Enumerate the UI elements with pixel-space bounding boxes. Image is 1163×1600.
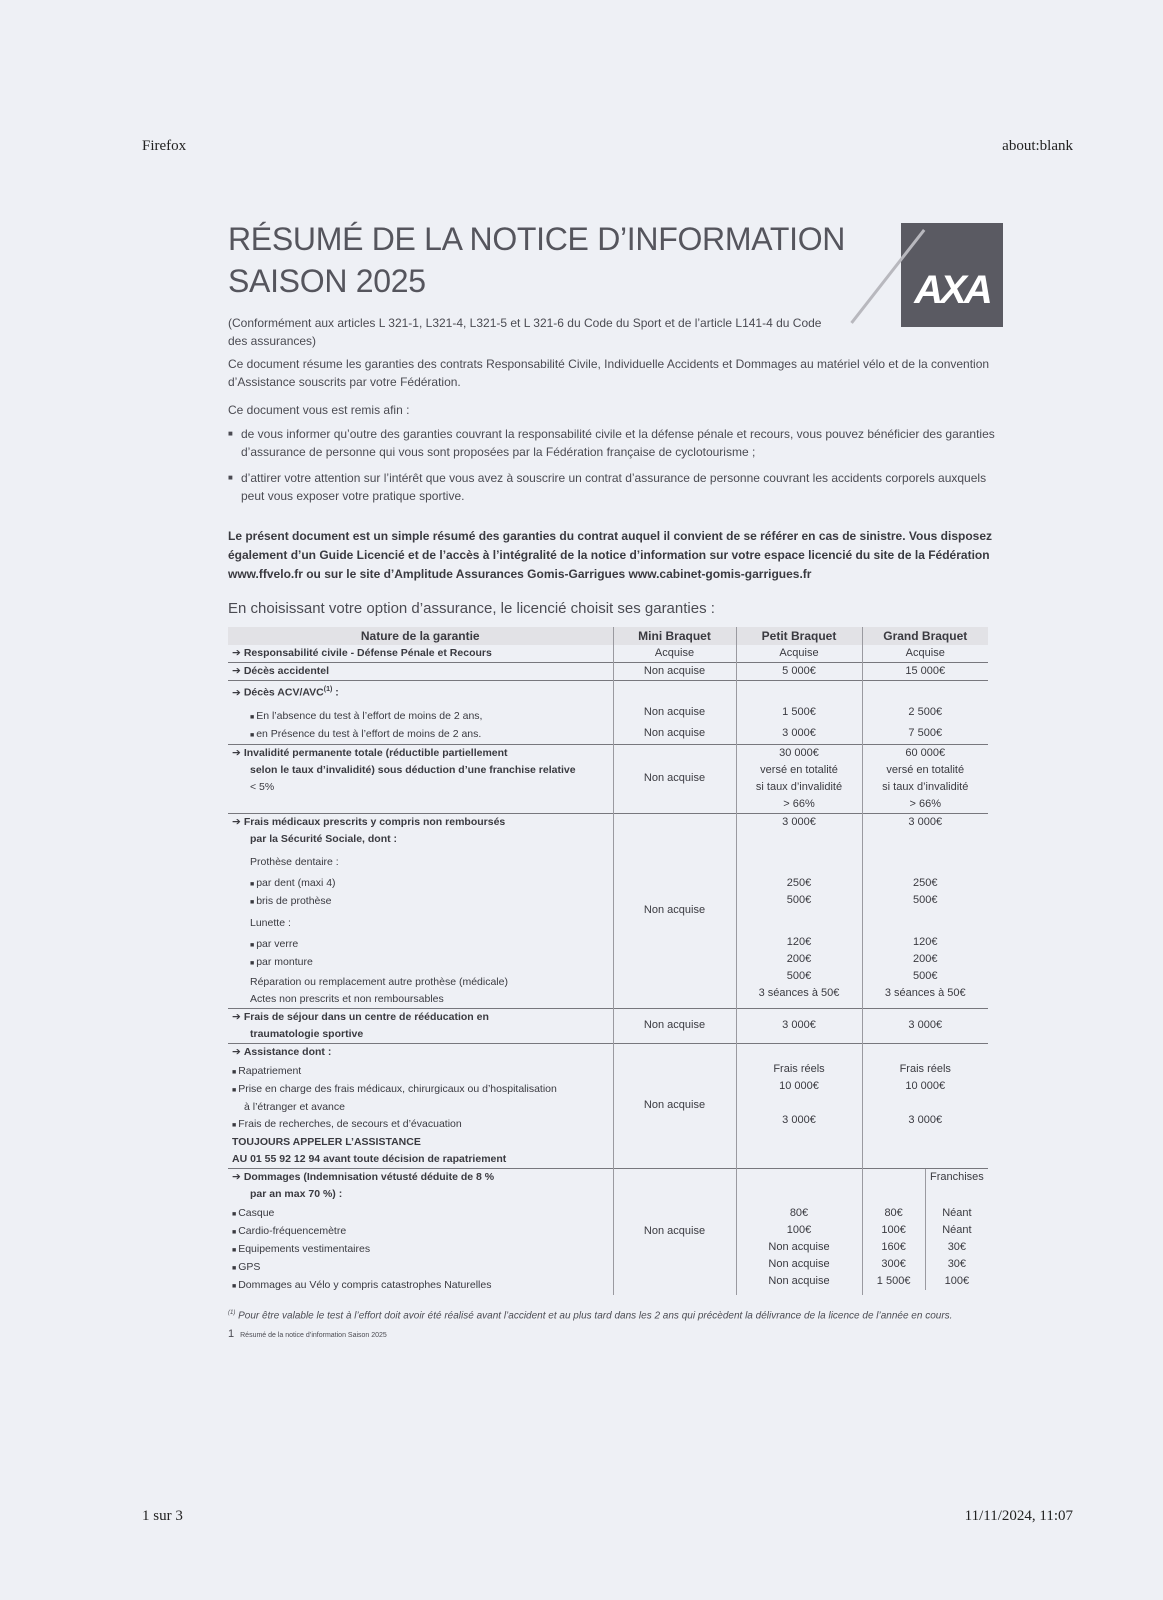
choose-heading: En choisissant votre option d’assurance, le licencié choisit ses garanties :	[228, 600, 715, 617]
deces-mini: Non acquise	[613, 663, 736, 681]
axa-logo	[901, 223, 1003, 327]
legal-reference: (Conformément aux articles L 321-1, L321-4, L321-5 et L 321-6 du Code du Sport et de l’article L141-4 du Code des assurances)	[228, 316, 822, 348]
dommages-label: ➔ Dommages (Indemnisation vétusté déduite de 8 % par an max 70 %) : ■ Casque ■ Cardio-fréquencemètre ■ Equipements vestimentaires ■ GPS ■ Dommages au Vélo y compris catastrophes Naturelles	[228, 1168, 613, 1295]
arrow-icon: ➔	[232, 686, 241, 699]
assistance-mini: Non acquise	[613, 1043, 736, 1168]
title-line-1: RÉSUMÉ DE LA NOTICE D’INFORMATION	[228, 221, 846, 257]
row-deces	[228, 663, 988, 681]
frais-petit: 3 000€ 250€ 500€ 120€ 200€ 500€ 3 séances à 50€	[736, 813, 862, 1008]
document-page	[228, 218, 1003, 1340]
print-header-app: Firefox	[142, 138, 187, 154]
print-footer-pages: 1 sur 3	[142, 1508, 183, 1524]
arrow-icon: ➔	[232, 815, 241, 828]
sejour-petit: 3 000€	[736, 1008, 862, 1043]
row-avc	[228, 681, 988, 745]
sejour-label: ➔ Frais de séjour dans un centre de rééducation en traumatologie sportive	[228, 1008, 613, 1043]
rc-petit: Acquise	[736, 645, 862, 663]
header-grand: Grand Braquet	[862, 627, 988, 645]
rc-grand: Acquise	[862, 645, 988, 663]
dommages-petit: 80€ 100€ Non acquise Non acquise Non acquise	[736, 1168, 862, 1295]
document-title	[228, 218, 878, 302]
avc-petit: 1 500€ 3 000€	[736, 681, 862, 745]
arrow-icon: ➔	[232, 1170, 241, 1183]
header-petit: Petit Braquet	[736, 627, 862, 645]
notice-text: Le présent document est un simple résumé des garanties du contrat auquel il convient de se référer en cas de sinistre. Vous disposez également d’un Guide Licencié et de l’accès à l’intégralité de la notice d’information sur votre espace licencié du site de la Fédération www.ffvelo.fr ou sur le site d’Amplitude Assurances Gomis-Garrigues www.cabinet-gomis-garrigues.fr	[228, 529, 993, 581]
sejour-grand: 3 000€	[862, 1008, 988, 1043]
deces-petit: 5 000€	[736, 663, 862, 681]
row-invalidite	[228, 744, 988, 813]
arrow-icon: ➔	[232, 647, 241, 659]
frais-mini: Non acquise	[613, 813, 736, 1008]
row-assistance	[228, 1043, 988, 1168]
row-rc	[228, 645, 988, 663]
print-header-url: about:blank	[1002, 138, 1073, 154]
title-line-2: SAISON 2025	[228, 263, 426, 299]
purpose-bullet-2: ■ d’attirer votre attention sur l’intérêt que vous avez à souscrire un contrat d’assurance de personne couvrant les accidents corporels auxquels peut vous exposer votre pratique sportive.	[228, 469, 1003, 505]
rc-label: ➔ Responsabilité civile - Défense Pénale et Recours	[232, 647, 492, 659]
header-mini: Mini Braquet	[613, 627, 736, 645]
assistance-label: ➔ Assistance dont : ■ Rapatriement ■ Prise en charge des frais médicaux, chirurgicaux ou d’hospitalisation à l’étranger et avance ■ Frais de recherches, de secours et d’évacuation TOUJOURS APPELER L’ASSISTANCE AU 01 55 92 12 94 avant toute décision de rapatriement	[228, 1043, 613, 1168]
avc-mini: Non acquise Non acquise	[613, 681, 736, 745]
invalidite-petit: 30 000€ versé en totalité si taux d’invalidité > 66%	[736, 744, 862, 813]
avc-label: ➔ Décès ACV/AVC$^{(1)}$ : ■ En l’absence du test à l’effort de moins de 2 ans, ■ en Présence du test à l’effort de moins de 2 ans.	[228, 681, 613, 745]
assistance-phone: AU 01 55 92 12 94 avant toute décision de rapatriement	[232, 1152, 507, 1165]
assistance-grand: Frais réels 10 000€ 3 000€	[862, 1043, 988, 1168]
arrow-icon: ➔	[232, 1045, 241, 1058]
purpose-bullet-1: ■ de vous informer qu’outre des garanties couvrant la responsabilité civile et la défense pénale et recours, vous pouvez bénéficier des garanties d’assurance de personne qui vous sont proposées par la Fédération française de cyclotourisme ;	[228, 425, 1003, 461]
page-number: 1 Résumé de la notice d’information Saison 2025	[228, 1327, 387, 1340]
dommages-mini: Non acquise	[613, 1168, 736, 1295]
invalidite-mini: Non acquise	[613, 744, 736, 813]
assistance-petit: Frais réels 10 000€ 3 000€	[736, 1043, 862, 1168]
footnote: $^{(1)}$ Pour être valable le test à l’effort doit avoir été réalisé avant l’accident et au plus tard dans les 2 ans qui précèdent la délivrance de la licence de l’année en cours.	[228, 1309, 953, 1321]
purpose-list	[228, 425, 1003, 505]
invalidite-label: ➔ Invalidité permanente totale (réductible partiellement selon le taux d’invalidité) sous déduction d’une franchise relative < 5%	[228, 744, 613, 813]
franchises-header: Franchises	[929, 1170, 984, 1183]
table-header-row	[228, 627, 988, 645]
sejour-mini: Non acquise	[613, 1008, 736, 1043]
assistance-callout: TOUJOURS APPELER L’ASSISTANCE	[232, 1135, 421, 1148]
print-footer-datetime: 11/11/2024, 11:07	[964, 1508, 1073, 1524]
row-sejour	[228, 1008, 988, 1043]
intro-block	[228, 314, 1003, 505]
summary-text: Ce document résume les garanties des contrats Responsabilité Civile, Individuelle Accidents et Dommages au matériel vélo et de la convention d’Assistance souscrits par votre Fédération.	[228, 357, 990, 389]
row-dommages	[228, 1168, 988, 1295]
arrow-icon: ➔	[232, 1010, 241, 1023]
rc-mini: Acquise	[613, 645, 736, 663]
arrow-icon: ➔	[232, 746, 241, 759]
dommages-grand: 80€ 100€ 160€ 300€ 1 500€ Franchises Néant Néant 30€ 30€ 100€	[862, 1168, 988, 1295]
purpose-text: Ce document vous est remis afin :	[228, 403, 410, 417]
invalidite-grand: 60 000€ versé en totalité si taux d’invalidité > 66%	[862, 744, 988, 813]
avc-line-2: ■ en Présence du test à l’effort de moins de 2 ans.	[232, 726, 609, 744]
header-nature: Nature de la garantie	[228, 627, 613, 645]
avc-line-1: ■ En l’absence du test à l’effort de moins de 2 ans,	[232, 708, 609, 726]
arrow-icon: ➔	[232, 665, 241, 677]
deces-grand: 15 000€	[862, 663, 988, 681]
frais-label: ➔ Frais médicaux prescrits y compris non remboursés par la Sécurité Sociale, dont : Prothèse dentaire : ■ par dent (maxi 4) ■ bris de prothèse Lunette : ■ par verre ■ par monture Réparation ou remplacement autre prothèse (médicale) Actes non prescrits et non remboursables	[228, 813, 613, 1008]
row-frais-medicaux	[228, 813, 988, 1008]
guarantees-table	[228, 627, 988, 1295]
deces-label: ➔ Décès accidentel	[228, 663, 613, 681]
logo-text: AXA	[914, 268, 990, 312]
avc-grand: 2 500€ 7 500€	[862, 681, 988, 745]
frais-grand: 3 000€ 250€ 500€ 120€ 200€ 500€ 3 séances à 50€	[862, 813, 988, 1008]
